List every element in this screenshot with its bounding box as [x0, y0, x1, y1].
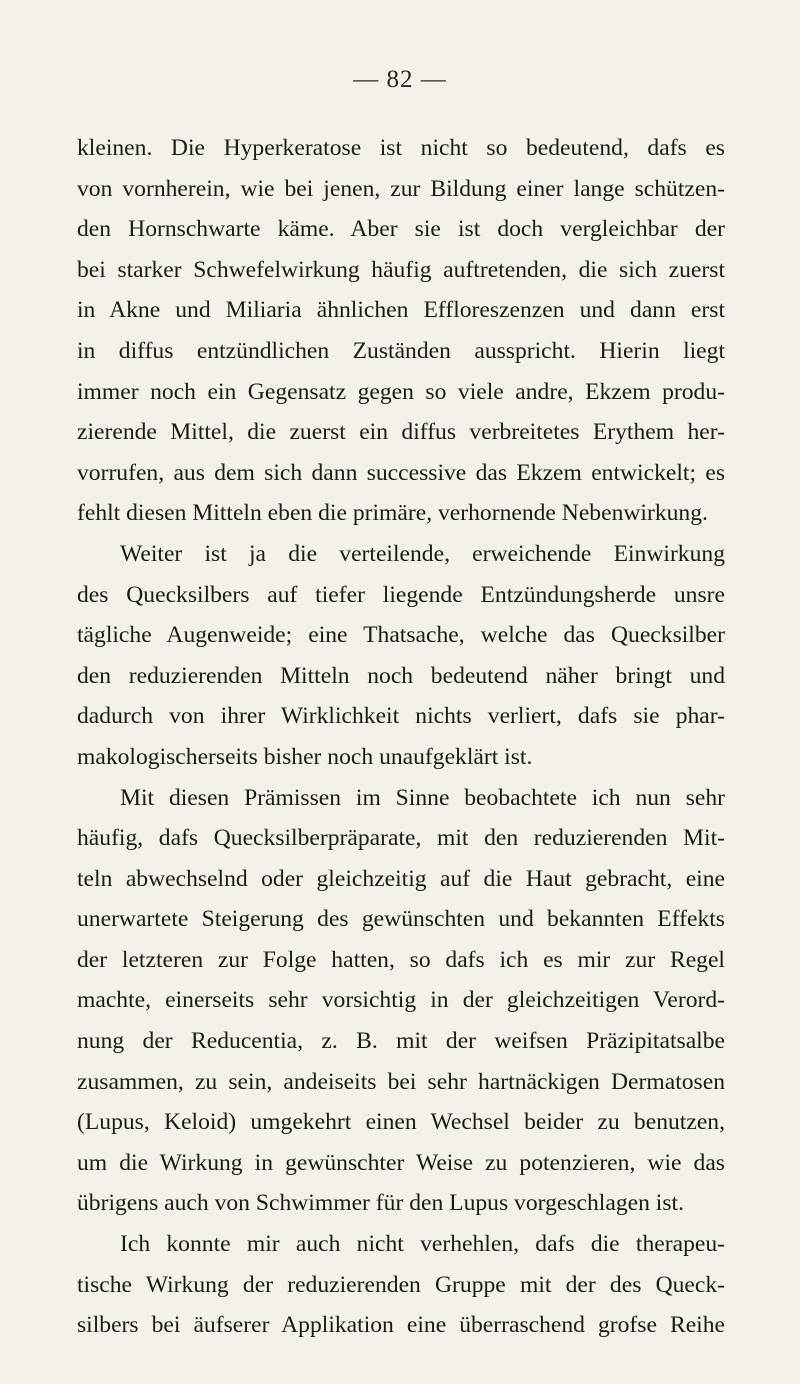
- text-line: von vornherein, wie bei jenen, zur Bildung einer lange schützen-: [77, 175, 725, 202]
- text-line: tägliche Augenweide; eine Thatsache, welche das Quecksilber: [77, 622, 725, 649]
- text-line: der letzteren zur Folge hatten, so dafs ich es mir zur Regel: [77, 946, 725, 973]
- text-line: Weiter ist ja die verteilende, erweichende Einwirkung: [120, 540, 725, 567]
- text-line: teln abwechselnd oder gleichzeitig auf die Haut gebracht, eine: [77, 865, 725, 892]
- text-line: silbers bei äufserer Applikation eine überraschend grofse Reihe: [77, 1312, 725, 1339]
- text-line: makologischerseits bisher noch unaufgeklärt ist.: [77, 743, 533, 770]
- text-line: in diffus entzündlichen Zuständen ausspricht. Hierin liegt: [77, 337, 725, 364]
- text-line: in Akne und Miliaria ähnlichen Effloreszenzen und dann erst: [77, 297, 725, 324]
- text-line: den reduzierenden Mitteln noch bedeutend näher bringt und: [77, 662, 725, 689]
- text-line: unerwartete Steigerung des gewünschten und bekannten Effekts: [77, 906, 725, 933]
- text-line: dadurch von ihrer Wirklichkeit nichts verliert, dafs sie phar-: [77, 703, 725, 730]
- text-line: Ich konnte mir auch nicht verhehlen, dafs die therapeu-: [120, 1231, 725, 1258]
- text-line: kleinen. Die Hyperkeratose ist nicht so bedeutend, dafs es: [77, 135, 725, 161]
- body-text: [77, 128, 725, 1346]
- text-line: zierende Mittel, die zuerst ein diffus verbreitetes Erythem her-: [77, 419, 725, 446]
- text-line: fehlt diesen Mitteln eben die primäre, verhornende Nebenwirkung.: [77, 500, 708, 527]
- text-line: tische Wirkung der reduzierenden Gruppe mit der des Queck-: [77, 1271, 725, 1298]
- text-line: Mit diesen Prämissen im Sinne beobachtete ich nun sehr: [120, 784, 725, 811]
- text-line: (Lupus, Keloid) umgekehrt einen Wechsel beider zu benutzen,: [77, 1109, 725, 1136]
- text-line: des Quecksilbers auf tiefer liegende Entzündungsherde unsre: [77, 581, 725, 608]
- text-line: immer noch ein Gegensatz gegen so viele andre, Ekzem produ-: [77, 378, 725, 405]
- text-line: bei starker Schwefelwirkung häufig auftretenden, die sich zuerst: [77, 256, 725, 283]
- text-line: vorrufen, aus dem sich dann successive das Ekzem entwickelt; es: [77, 459, 725, 486]
- text-line: zusammen, zu sein, andeiseits bei sehr hartnäckigen Dermatosen: [77, 1068, 725, 1095]
- text-line: den Hornschwarte käme. Aber sie ist doch vergleichbar der: [77, 216, 725, 243]
- text-line: nung der Reducentia, z. B. mit der weifsen Präzipitatsalbe: [77, 1028, 725, 1055]
- text-line: um die Wirkung in gewünschter Weise zu potenzieren, wie das: [77, 1149, 725, 1176]
- text-line: häufig, dafs Quecksilberpräparate, mit den reduzierenden Mit-: [77, 825, 725, 852]
- text-line: machte, einerseits sehr vorsichtig in der gleichzeitigen Verord-: [77, 987, 725, 1014]
- text-line: übrigens auch von Schwimmer für den Lupus vorgeschlagen ist.: [77, 1190, 684, 1217]
- page-number: — 82 —: [353, 66, 447, 93]
